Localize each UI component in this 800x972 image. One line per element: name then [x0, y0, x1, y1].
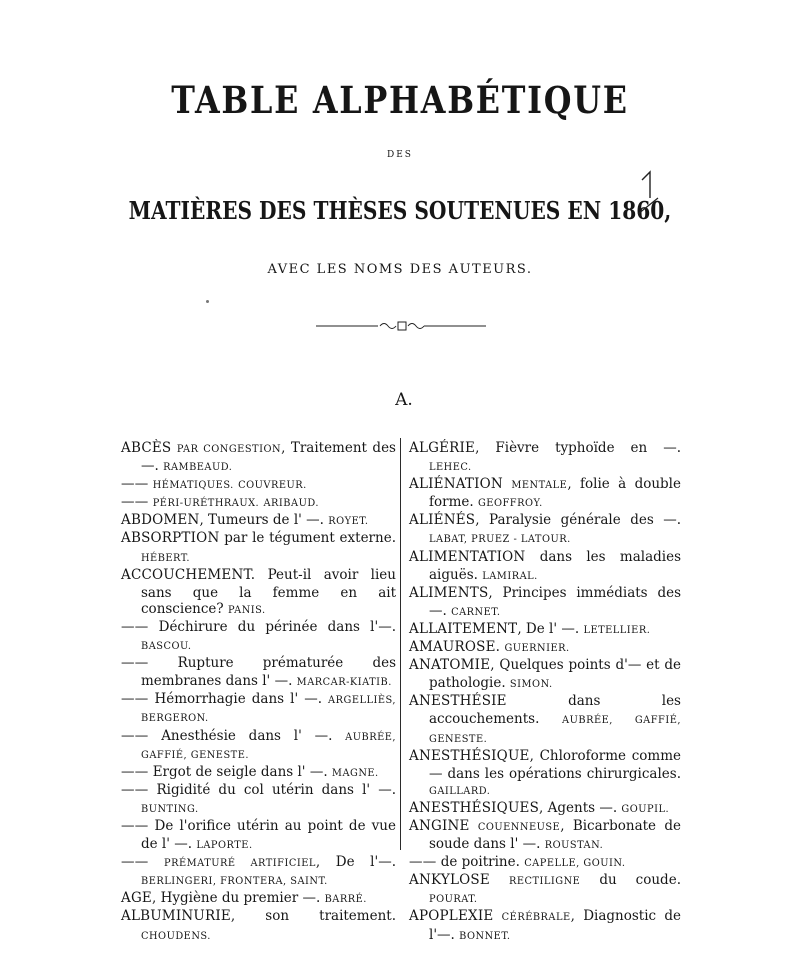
entry-text: de poitrine. [436, 854, 520, 871]
index-entry [121, 764, 396, 782]
entry-subheading: PÉRI-URÉTHRAUX. [152, 498, 260, 510]
speck-mark [206, 300, 209, 303]
entry-text: , Bicarbonate de soude dans l' —. [429, 817, 681, 853]
index-entry [121, 494, 396, 512]
entry-heading: —— [121, 781, 149, 798]
entry-heading: ABDOMEN [121, 512, 200, 529]
entry-heading: ANESTHÉSIQUE [409, 747, 530, 764]
entry-authors: LEHEC. [429, 462, 472, 474]
index-entry [121, 619, 396, 655]
entry-heading: —— [121, 763, 149, 780]
entry-heading: ANKYLOSE [409, 872, 490, 889]
entry-heading: —— [121, 494, 149, 511]
entry-authors: POURAT. [429, 894, 478, 906]
entry-text: , De l'—. [315, 854, 397, 871]
entry-heading: —— [409, 854, 437, 871]
entry-authors: CARNET. [451, 606, 501, 618]
entry-authors: BUNTING. [141, 803, 199, 815]
entry-text: , Agents —. [539, 799, 618, 816]
index-entry [409, 872, 681, 908]
entry-heading: ALBUMINURIE [121, 908, 231, 925]
entry-authors: AUBRÉE, GAFFIÉ, GENESTE. [429, 715, 681, 745]
index-entry [409, 693, 681, 747]
entry-authors: PANIS. [227, 604, 266, 616]
entry-authors: BERLINGERI, FRONTERA, SAINT. [141, 876, 328, 888]
entry-authors: LABAT, PRUEZ - LATOUR. [429, 534, 571, 546]
entry-authors: GAILLARD. [429, 785, 491, 797]
title-connector: DES [387, 150, 413, 160]
index-entry [409, 908, 681, 944]
index-entry [409, 476, 681, 512]
entry-authors: GOUPIL. [621, 803, 670, 815]
entry-heading: ALLAITEMENT [409, 620, 518, 637]
entry-heading: AGE [121, 890, 152, 907]
entry-authors: LAPORTE. [196, 840, 253, 852]
entry-authors: BARRÉ. [324, 894, 367, 906]
index-entry [121, 691, 396, 727]
entry-heading: —— [121, 655, 149, 672]
entry-authors: RAMBEAUD. [163, 462, 233, 474]
index-entry [409, 549, 681, 585]
entry-subheading: RECTILIGNE [508, 876, 581, 888]
entry-text: dans les accouchements. [429, 693, 681, 728]
ornament-divider [316, 318, 486, 334]
entry-text: Déchirure du périnée dans l'—. [148, 618, 396, 635]
entry-authors: AUBRÉE, GAFFIÉ, GENESTE. [141, 731, 396, 761]
entry-text: Peut-il avoir lieu sans que la femme en ait conscience? [141, 566, 396, 617]
index-entry [121, 782, 396, 818]
entry-authors: ARGELLIÈS, BERGERON. [141, 695, 396, 725]
entry-authors: MAGNE. [331, 767, 379, 779]
byline: AVEC LES NOMS DES AUTEURS. [267, 262, 533, 277]
entry-text: du coude. [580, 872, 681, 889]
entry-subheading: PAR CONGESTION [176, 444, 282, 455]
entry-text: , son traitement. [230, 908, 396, 925]
entry-heading: ALIMENTS [409, 584, 489, 601]
entry-heading: ALIÉNATION [409, 476, 503, 493]
entry-text: par le tégument externe. [219, 530, 396, 547]
entry-text: Rigidité du col utérin dans l' —. [148, 781, 396, 798]
entry-heading: ANATOMIE [409, 657, 491, 674]
entry-text: Hémorrhagie dans l' —. [148, 691, 322, 708]
entry-authors: CHOUDENS. [141, 930, 211, 942]
entry-text: , Diagnostic de l'—. [429, 908, 681, 943]
entry-heading: AMAUROSE. [409, 639, 501, 656]
entry-text: , Fièvre typhoïde en —. [475, 440, 681, 456]
page-title: TABLE ALPHABÉTIQUE [171, 78, 629, 122]
entry-heading: ALIÉNÉS [409, 512, 476, 529]
entry-text: Rupture prématurée des membranes dans l' —. [141, 655, 396, 690]
entry-authors: LETELLIER. [583, 624, 651, 636]
entry-authors: MARCAR-KIATIB. [296, 677, 392, 689]
entry-authors: HÉBERT. [141, 552, 190, 564]
section-letter: A. [395, 390, 413, 410]
index-entry [121, 655, 396, 691]
entry-heading: ANESTHÉSIQUES [409, 799, 540, 816]
entry-subheading: CÉRÉBRALE [501, 912, 571, 924]
entry-text: De l'orifice utérin au point de vue de l' —. [141, 817, 396, 853]
entry-text: Anesthésie dans l' —. [148, 727, 333, 744]
entry-heading: ALIMENTATION [409, 548, 526, 565]
left-column [121, 440, 396, 945]
entry-subheading: PRÉMATURÉ ARTIFICIEL [164, 858, 316, 870]
entry-heading: ANESTHÉSIE [409, 693, 507, 710]
entry-heading: —— [121, 854, 149, 871]
entry-heading: ABSORPTION [121, 530, 220, 547]
entry-heading: —— [121, 618, 149, 635]
entry-text: , Tumeurs de l' —. [199, 512, 324, 529]
right-column [409, 440, 681, 945]
entry-heading: APOPLEXIE [409, 908, 494, 925]
entry-text: , Quelques points d'— et de pathologie. [429, 657, 681, 692]
index-entry [409, 657, 681, 693]
entry-authors: GUERNIER. [504, 643, 570, 655]
index-entry [409, 800, 681, 818]
entry-authors: BASCOU. [141, 641, 192, 653]
entry-text: , De l' —. [517, 620, 580, 637]
index-entry [409, 585, 681, 621]
entry-heading: —— [121, 476, 149, 493]
index-entry [409, 818, 681, 854]
entry-text: , Principes immédiats des —. [429, 584, 681, 619]
entry-heading: —— [121, 817, 149, 834]
entry-authors: ARIBAUD. [263, 498, 319, 510]
index-entry [121, 854, 396, 890]
entry-text: , Traitement des —. [141, 440, 396, 475]
entry-authors: ROUSTAN. [544, 840, 604, 852]
entry-authors: SIMON. [509, 679, 553, 691]
index-entry [409, 639, 681, 657]
entry-subheading: MENTALE [511, 480, 568, 492]
entry-authors: ROYET. [328, 516, 369, 528]
entry-text: Ergot de seigle dans l' —. [148, 763, 328, 780]
index-entry [409, 512, 681, 548]
entry-text: , folie à double forme. [429, 476, 681, 511]
handwritten-annotation [636, 168, 662, 218]
index-entry [121, 818, 396, 854]
entry-heading: —— [121, 727, 149, 744]
index-entry [121, 530, 396, 566]
entry-heading: ALGÉRIE [409, 440, 476, 456]
entry-authors: GEOFFROY. [477, 498, 543, 510]
index-entry [121, 567, 396, 619]
column-divider [400, 438, 401, 850]
entry-authors: CAPELLE, GOUIN. [524, 858, 626, 870]
entry-text: , Chloroforme comme — dans les opérations chirurgicales. [429, 747, 681, 782]
entry-authors: COUVREUR. [238, 480, 307, 492]
entry-heading: ANGINE [409, 817, 470, 834]
entry-heading: ACCOUCHEMENT. [121, 566, 256, 583]
entry-subheading: COUENNEUSE [477, 821, 561, 833]
entry-subheading: HÉMATIQUES. [152, 480, 234, 492]
entry-text: , Paralysie générale des —. [475, 512, 681, 529]
index-entry [409, 748, 681, 800]
index-entry [121, 440, 396, 476]
index-entry [121, 908, 396, 944]
entry-authors: LAMIRAL. [482, 570, 538, 582]
index-entry [409, 854, 681, 872]
entry-heading: ABCÈS [121, 440, 172, 456]
page-subtitle: MATIÈRES DES THÈSES SOUTENUES EN 1860, [128, 196, 672, 225]
entry-text: , Hygiène du premier —. [152, 890, 321, 907]
index-entry [121, 512, 396, 530]
entry-heading: —— [121, 691, 149, 708]
index-entry [121, 890, 396, 908]
index-entry [121, 476, 396, 494]
index-entry [409, 440, 681, 476]
index-entry [409, 621, 681, 639]
index-entry [121, 728, 396, 764]
entry-text: dans les maladies aiguës. [429, 548, 681, 583]
entry-authors: BONNET. [459, 930, 511, 942]
